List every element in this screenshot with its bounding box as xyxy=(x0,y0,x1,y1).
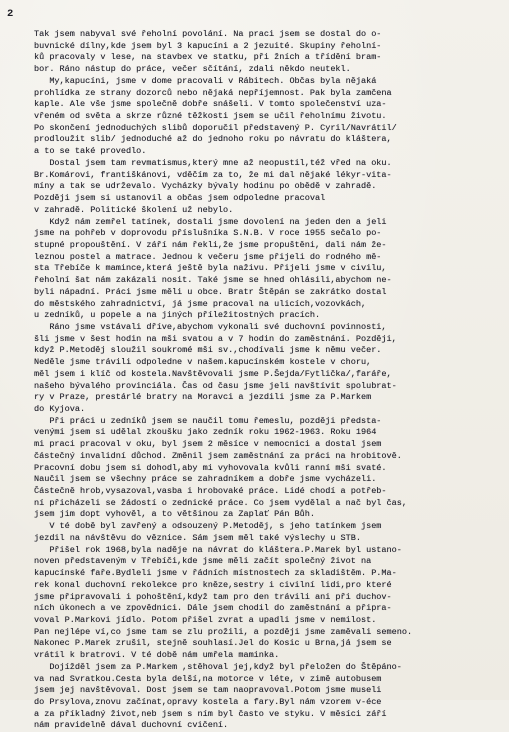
text-line: vřeném od světa a skrze různé těžkosti jsem se učil řeholnímu životu. xyxy=(34,111,387,122)
text-line: V té době byl zavřený a odsouzený P.Metoděj, s jeho tatínkem jsem xyxy=(34,521,382,532)
text-line: Pan nejlépe ví,co jsme tam se zlu prožili, a později jsme zaměvali semeno. xyxy=(34,626,413,637)
text-line: Po skončení jednoduchých slibů doporučil představený P. Cyril/Navrátil/ xyxy=(34,122,397,133)
text-line: u zedníků, u popele a na jiných příležitostných pracích. xyxy=(34,310,321,321)
text-line: Tak jsem nabyval své řeholní povolání. Na praci jsem se dostal do o- xyxy=(34,29,382,39)
text-line: Nakonec P.Marek zrušil, stejně souhlasí.Jel do Kosic u Brna,já jsem se xyxy=(34,638,392,649)
text-line: do městského zahradnictví, já jsme pracoval na ulicích,vozovkách, xyxy=(34,298,367,309)
text-line: bor. Ráno nástup do práce, večer sčítání, zdali někdo neutekl. xyxy=(34,64,351,75)
text-line: sta Třebíče k mamince,která ještě byla naživu. Přijeli jsme v civilu, xyxy=(34,263,387,274)
text-line: nám pravidelně dával duchovní cvičení. xyxy=(34,720,229,731)
text-line: částečný invalidní důchod. Změnil jsem zaměstnání za práci na hrobitově. xyxy=(34,450,402,461)
text-line: va nad Svratkou.Cesta byla delší,na motorce v léte, v zimě autobusem xyxy=(34,673,382,684)
text-line: Ráno jsme vstávali dříve,abychom vykonali své duchovní povinnosti, xyxy=(34,321,387,332)
text-line: Částečně hrob,vysazoval,vasba i hrobovaké práce. Lidé chodí a potřeb- xyxy=(34,486,387,497)
text-line: a za příkladný život,neb jsem s ním byl často ve styku. V měsíci září xyxy=(34,708,387,719)
text-line: šli jsme v šest hodin na mši svatou a v 7 hodin do zaměstnání. Později, xyxy=(34,333,397,344)
text-line: řeholní šat nám zakázali nosit. Také jsme se hned ohlásili,abychom ne- xyxy=(34,275,392,286)
text-line: jsme připravovali i pohoštění,když tam pro den trávili ani při duchov- xyxy=(34,591,392,602)
text-line: rek konal duchovní rekolekce pro kněze,sestry i civilní lidi,pro které xyxy=(34,579,392,590)
text-line: měl jsem i klíč od kostela.Navštěvovali jsme P.Šejda/Fytlička/,faráře, xyxy=(34,368,392,379)
text-line: Naučil jsem se všechny práce se zahradníkem a dobře jsme vycházeli. xyxy=(34,474,377,485)
text-line: mi praci pracoval v oku, byl jsem 2 měsíce v nemocnici a dostal jsem xyxy=(34,439,382,450)
text-line: Dojížděl jsem za P.Markem ,stěhoval jej,když byl přeložen do Štěpáno- xyxy=(34,661,402,672)
text-line: Při práci u zedníků jsem se naučil tomu řemeslu, později předsta- xyxy=(34,415,382,426)
text-line: ní přicházeli se žádostí o zednické práce. Co jsem vydělal a nač byl čas, xyxy=(34,497,407,508)
text-line: My,kapucíni, jsme v dome pracovali v Rábitech. Občas byla nějaká xyxy=(34,75,377,86)
text-line: našeho bývalého provinciála. Čas od času jsme jeli navštívit spolubrat- xyxy=(34,380,397,391)
text-line: Br.Komárovi, františkánovi, vděčím za to, že mi dal nějaké lékyr-vita- xyxy=(34,169,392,180)
text-line: buvnické dílny,kde jsem byl 3 kapucíni a 2 jezuité. Skupiny řeholní- xyxy=(34,40,382,51)
text-line: Přišel rok 1968,byla naděje na návrat do kláštera.P.Marek byl ustano- xyxy=(34,544,402,555)
text-line: prodloužit slib/ jednoduché až do jednoho roku po návratu do kláštera, xyxy=(34,134,392,145)
text-line: kaple. Ale vše jsme společně dobře snášeli. V tomto společenství uza- xyxy=(34,99,387,110)
text-line: jsme na pohřeb v doprovodu příslušníka S.N.B. V roce 1955 sečalo po- xyxy=(34,228,382,239)
text-line: stupné propouštění. V září nám řekli,že jsme propuštěni, dali nám že- xyxy=(34,239,387,250)
page-number: 2 xyxy=(7,8,14,20)
text-line: když P.Metoděj sloužil soukromé mši sv.,chodívali jsme k němu večer. xyxy=(34,345,382,356)
text-line: Když nám zemřel tatínek, dostali jsme dovolení na jeden den a jeli xyxy=(34,216,387,227)
text-line: jsem jim dopt vyhověl, a to většinou za Zaplať Pán Bůh. xyxy=(34,509,315,520)
typewritten-text xyxy=(34,29,506,732)
text-line: noven představeným v Třebíči,kde jsme měli začít společný život na xyxy=(34,556,372,567)
text-line: venými jsem si udělal zkoušku jako zedník roku 1962-1963. Roku 1964 xyxy=(34,427,377,438)
text-line: jezdil na návštěvu do věznice. Sám jsem měl také výslechy u STB. xyxy=(34,532,361,543)
text-line: jsem jej navštěvoval. Dost jsem se tam naopravoval.Potom jsme museli xyxy=(34,685,382,696)
text-line: Dostal jsem tam revmatismus,který mne až neopustil,též vřed na oku. xyxy=(34,157,392,168)
text-line: ry v Praze, prestárlé bratry na Moravci a jezdili jsme za P.Markem xyxy=(34,392,372,403)
text-line: prohlídka ze strany dozorců nebo nějaká nepříjemnost. Pak byla zamčena xyxy=(34,87,392,98)
text-line: míny a tak se udrževalo. Vycházky bývaly hodinu po obědě v zahradě. xyxy=(34,181,377,192)
text-line: v zahradě. Politické školení už nebylo. xyxy=(34,204,234,215)
text-line: Neděle jsme trávili odpoledne v našem.kapucínském kostele v choru, xyxy=(34,357,372,368)
text-line: Pracovní dobu jsem si dohodl,aby mi vyhovovala kvůli ranní mši svaté. xyxy=(34,462,387,473)
text-line: vrátil k bratrovi. V té době nám umřela maminka. xyxy=(34,650,280,661)
text-line: Později jsem si ustanovil a občas jsem odpoledne pracoval xyxy=(34,193,326,204)
text-line: ků pracovaly v lese, na stavbex ve statku, při žních a třídění bram- xyxy=(34,52,382,63)
text-line: a to se také provedlo. xyxy=(34,146,147,157)
text-line: leznou postel a matrace. Jednou k večeru jsme přijeli do rodného mě- xyxy=(34,251,382,262)
text-line: do Prsylova,znovu začínat,opravy kostela a fary.Byl nám vzorem v-éce xyxy=(34,696,382,707)
text-line: do Kyjova. xyxy=(34,404,86,414)
text-line: byli nápadní. Práci jsme měli u obce. Bratr Štěpán se zakrátko dostal xyxy=(34,286,387,297)
text-line: kapucínské faře.Bydleli jsme v řádních místnostech za skladištěm. P.Ma- xyxy=(34,568,397,579)
text-line: voval P.Markovi jídlo. Potom přišel zvrat a upadli jsme v nemilost. xyxy=(34,614,377,625)
text-line: ních úkonech a ve zpovědnici. Dále jsem chodil do zaměstnání a připra- xyxy=(34,603,392,614)
